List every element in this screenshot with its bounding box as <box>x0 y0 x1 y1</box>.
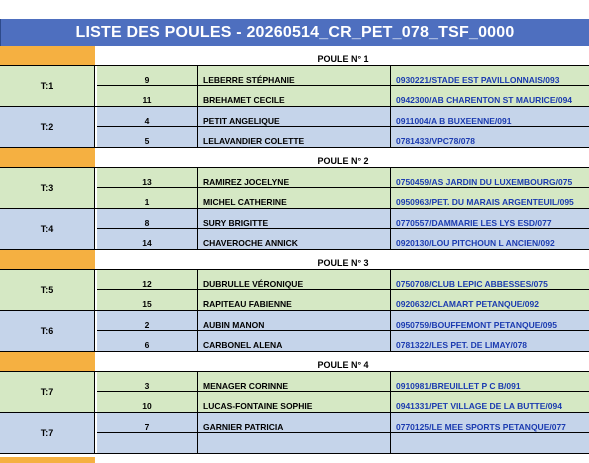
player-number: 2 <box>97 311 197 330</box>
poule-marker <box>0 250 95 269</box>
poule-header <box>0 46 589 66</box>
player-club: 0920632/CLAMART PETANQUE/092 <box>390 290 589 310</box>
poules-table <box>0 46 589 454</box>
player-name: CARBONEL ALENA <box>197 331 390 351</box>
team-tag: T:5 <box>0 270 95 310</box>
player-name: LELAVANDIER COLETTE <box>197 127 390 147</box>
player-name: AUBIN MANON <box>197 311 390 330</box>
poule-marker <box>0 457 95 463</box>
player-name: CHAVEROCHE ANNICK <box>197 229 390 249</box>
player-number: 10 <box>97 392 197 412</box>
team-row <box>0 413 589 454</box>
player-number: 14 <box>97 229 197 249</box>
player-name: SURY BRIGITTE <box>197 209 390 228</box>
player-number: 13 <box>97 168 197 187</box>
player-number: 8 <box>97 209 197 228</box>
player-name: RAPITEAU FABIENNE <box>197 290 390 310</box>
team-row <box>0 311 589 352</box>
player-number <box>97 433 197 453</box>
team-tag: T:7 <box>0 413 95 453</box>
player-row <box>97 331 589 351</box>
player-row <box>97 413 589 433</box>
player-club: 0750708/CLUB LEPIC ABBESSES/075 <box>390 270 589 289</box>
player-number: 5 <box>97 127 197 147</box>
poule-label: POULE N° 4 <box>97 352 589 371</box>
team-tag: T:6 <box>0 311 95 351</box>
player-row <box>97 229 589 249</box>
player-row <box>97 86 589 106</box>
team-row <box>0 270 589 311</box>
player-club: 0781433/VPC78/078 <box>390 127 589 147</box>
poule-label: POULE N° 1 <box>97 46 589 65</box>
page-title: LISTE DES POULES - 20260514_CR_PET_078_TSF_0000 <box>0 19 589 46</box>
player-number: 4 <box>97 107 197 126</box>
player-name: DUBRULLE VÉRONIQUE <box>197 270 390 289</box>
player-club: 0781322/LES PET. DE LIMAY/078 <box>390 331 589 351</box>
player-club: 0750459/AS JARDIN DU LUXEMBOURG/075 <box>390 168 589 187</box>
player-row <box>97 311 589 331</box>
team-tag: T:7 <box>0 372 95 412</box>
player-number: 6 <box>97 331 197 351</box>
team-tag: T:3 <box>0 168 95 208</box>
player-row <box>97 270 589 290</box>
poule-header <box>0 250 589 270</box>
player-row <box>97 209 589 229</box>
poule-label: POULE N° 2 <box>97 148 589 167</box>
player-club: 0930221/STADE EST PAVILLONNAIS/093 <box>390 66 589 85</box>
player-club: 0910981/BREUILLET P C B/091 <box>390 372 589 391</box>
player-name: PETIT ANGELIQUE <box>197 107 390 126</box>
player-number: 11 <box>97 86 197 106</box>
player-number: 1 <box>97 188 197 208</box>
team-tag: T:2 <box>0 107 95 147</box>
player-row <box>97 433 589 453</box>
player-club: 0950963/PET. DU MARAIS ARGENTEUIL/095 <box>390 188 589 208</box>
player-row <box>97 188 589 208</box>
player-row <box>97 290 589 310</box>
player-number: 3 <box>97 372 197 391</box>
player-row <box>97 127 589 147</box>
player-name: RAMIREZ JOCELYNE <box>197 168 390 187</box>
top-margin <box>0 0 589 19</box>
player-club: 0911004/A B BUXEENNE/091 <box>390 107 589 126</box>
player-club: 0942300/AB CHARENTON ST MAURICE/094 <box>390 86 589 106</box>
player-club: 0920130/LOU PITCHOUN L ANCIEN/092 <box>390 229 589 249</box>
player-club: 0950759/BOUFFEMONT PETANQUE/095 <box>390 311 589 330</box>
team-row <box>0 209 589 250</box>
player-name: BREHAMET CECILE <box>197 86 390 106</box>
player-club: 0770557/DAMMARIE LES LYS ESD/077 <box>390 209 589 228</box>
player-club: 0770125/LE MEE SPORTS PETANQUE/077 <box>390 413 589 432</box>
player-club <box>390 433 589 453</box>
player-name: LUCAS-FONTAINE SOPHIE <box>197 392 390 412</box>
poule-label: POULE N° 3 <box>97 250 589 269</box>
poule-marker <box>0 46 95 65</box>
poule-marker <box>0 352 95 371</box>
team-row <box>0 168 589 209</box>
player-row <box>97 107 589 127</box>
poule-marker <box>0 148 95 167</box>
player-row <box>97 168 589 188</box>
player-row <box>97 372 589 392</box>
player-row <box>97 66 589 86</box>
team-row <box>0 372 589 413</box>
poule-header <box>0 352 589 372</box>
player-number: 12 <box>97 270 197 289</box>
team-tag: T:4 <box>0 209 95 249</box>
player-number: 15 <box>97 290 197 310</box>
team-tag: T:1 <box>0 66 95 106</box>
poule-header <box>0 148 589 168</box>
player-name: MENAGER CORINNE <box>197 372 390 391</box>
player-name: GARNIER PATRICIA <box>197 413 390 432</box>
player-name: MICHEL CATHERINE <box>197 188 390 208</box>
player-club: 0941331/PET VILLAGE DE LA BUTTE/094 <box>390 392 589 412</box>
player-row <box>97 392 589 412</box>
player-number: 9 <box>97 66 197 85</box>
player-name: LEBERRE STÉPHANIE <box>197 66 390 85</box>
player-number: 7 <box>97 413 197 432</box>
team-row <box>0 107 589 148</box>
player-name <box>197 433 390 453</box>
team-row <box>0 66 589 107</box>
